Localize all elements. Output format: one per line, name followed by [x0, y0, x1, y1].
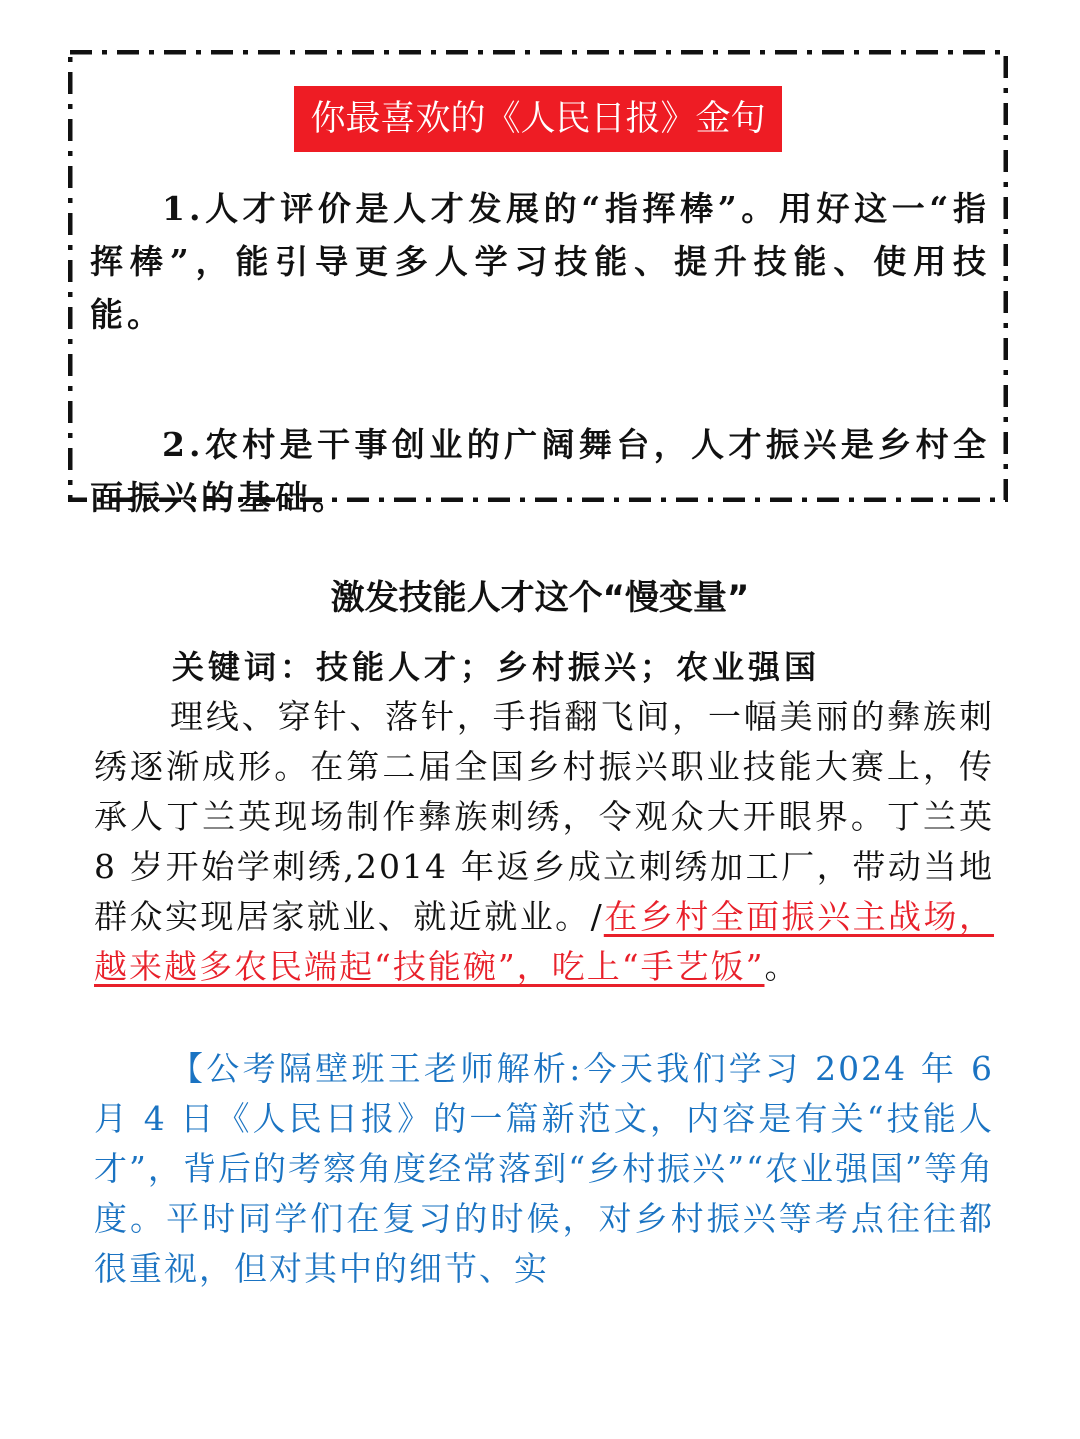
paragraph-end: 。 [764, 947, 800, 986]
article-title: 激发技能人才这个“慢变量” [330, 578, 750, 618]
paragraph-text: 理线、穿针、落针，手指翻飞间，一幅美丽的彝族刺绣逐渐成形。在第二届全国乡村振兴职业技能大赛上，传承人丁兰英现场制作彝族刺绣，令观众大开眼界。丁兰英 8 岁开始学刺绣,2014 年返乡成立刺绣加工厂，带动当地群众实现居家就业、就近就业。/ [94, 697, 994, 936]
article-keywords: 关键词：技能人才；乡村振兴；农业强国 [172, 648, 821, 686]
quote-box-title: 你最喜欢的《人民日报》金句 [294, 86, 782, 152]
quote-box [68, 50, 1008, 517]
paragraph-highlight: 在乡村全面振兴主战场，越来越多农民端起“技能碗”，吃上“手艺饭” [94, 897, 995, 986]
teacher-analysis: 【公考隔壁班王老师解析:今天我们学习 2024 年 6 月 4 日《人民日报》的一篇新范文，内容是有关“技能人才”，背后的考察角度经常落到“乡村振兴”“农业强国”等角度。平时同学们在复习的时候，对乡村振兴等考点往往都很重视，但对其中的细节、实 [94, 1049, 994, 1288]
quote-item-1: 1.人才评价是人才发展的“指挥棒”。用好这一“指挥棒”，能引导更多人学习技能、提升技能、使用技能。 [90, 189, 990, 334]
quote-item-2: 2.农村是干事创业的广阔舞台，人才振兴是乡村全面振兴的基础。 [90, 425, 990, 517]
article-paragraph [94, 692, 994, 992]
